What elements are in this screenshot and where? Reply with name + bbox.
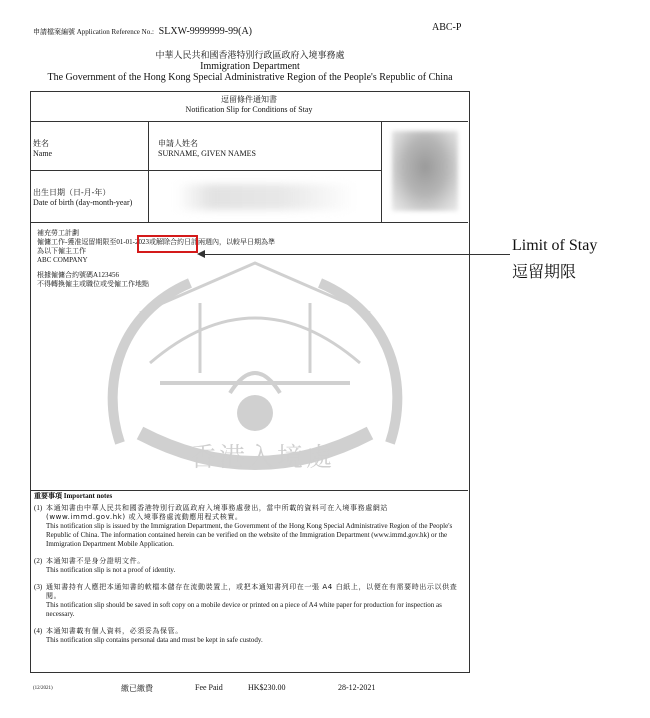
note-text-en: This notification slip should be saved in soft copy on a mobile device or printed on a piece of A4 white paper for production for inspection as necessary. [46, 601, 442, 618]
applicant-name-value: SURNAME, GIVEN NAMES [158, 149, 257, 158]
form-code: ABC-P [432, 22, 462, 33]
dob-label [33, 188, 132, 208]
note-item [34, 557, 466, 575]
note-item [34, 504, 466, 549]
contract-number: 根據僱傭合約號碼A123456 [37, 271, 120, 279]
dob-label-zh: 出生日期（日-月-年） [33, 188, 111, 197]
note-number: (3) [34, 583, 43, 591]
applicant-name [158, 139, 256, 159]
name-label-en: Name [33, 149, 53, 158]
form-title [30, 91, 468, 122]
note-text-zh: 通知書持有人應把本通知書的軟檔本儲存在流動裝置上，或把本通知書列印在一張 A4 白紙上，以便在有需要時出示以供查閱。 [46, 583, 458, 600]
employer-name: ABC COMPANY [37, 256, 88, 264]
note-number: (1) [34, 504, 43, 512]
employment-restriction: 不得轉換僱主或職位或受僱工作地點 [37, 280, 149, 288]
fee-date: 28-12-2021 [338, 683, 376, 692]
column-divider [148, 121, 149, 222]
dob-value-redacted [176, 184, 356, 210]
reference-label: 申請檔案編號 Application Reference No.: [33, 28, 154, 36]
fee-label-en: Fee Paid [195, 683, 223, 692]
limit-prefix: 僱傭工作-獲准逗留期限至 [37, 238, 117, 246]
note-text-zh: 本通知書不是身分證明文件。 [46, 557, 145, 565]
form-version: (12/2021) [33, 686, 53, 691]
scheme-name: 補充勞工計劃 [37, 229, 79, 237]
note-number: (2) [34, 557, 43, 565]
watermark-text: 香港入境處 [190, 443, 336, 473]
agency-government: The Government of the Hong Kong Special Administrative Region of the People's Republic of China [47, 72, 453, 83]
row-divider [30, 222, 468, 223]
note-text-en: This notification slip is not a proof of identity. [46, 566, 176, 574]
callout-line [204, 254, 510, 255]
callout-label-zh: 逗留期限 [512, 262, 577, 281]
important-notes [34, 491, 466, 645]
name-label [33, 139, 52, 159]
fee-amount: HK$230.00 [248, 683, 286, 692]
applicant-photo [392, 131, 458, 211]
limit-of-stay-highlight [137, 235, 198, 253]
applicant-name-label: 申請人姓名 [158, 139, 198, 148]
issuing-agency [0, 50, 500, 83]
dob-label-en: Date of birth (day-month-year) [33, 198, 133, 207]
note-text-zh: 本通知書載有個人資料，必須妥為保管。 [46, 627, 183, 635]
note-text-en: This notification slip contains personal data and must be kept in safe custody. [46, 636, 263, 644]
reference-number: SLXW-9999999-99(A) [158, 26, 252, 37]
agency-department: Immigration Department [200, 61, 300, 72]
note-text-en: This notification slip is issued by the Immigration Department, the Government of the Hong Kong Special Administrative Region of the People's Republic of China. The information contained herein can be verified on the website of the Immigration Department (www.immd.gov.hk) or the Immigration Department Mobile Application. [46, 522, 453, 548]
note-text-zh: 本通知書由中華人民共和國香港特別行政區政府入境事務處發出，當中所載的資料可在入境事務處網站(www.immd.gov.hk) 或入境事務處流動應用程式核實。 [46, 504, 388, 521]
fee-label-zh: 繳已繳費 [121, 684, 153, 693]
name-label-zh: 姓名 [33, 139, 49, 148]
employer-label: 為以下僱主工作 [37, 247, 86, 255]
note-item [34, 627, 466, 645]
note-item [34, 583, 466, 619]
form-title-zh: 逗留條件通知書 [221, 95, 277, 104]
limit-suffix: 或解除合約日計兩週內，以較早日期為準 [149, 238, 276, 246]
callout-label-en: Limit of Stay [512, 237, 598, 254]
form-title-en: Notification Slip for Conditions of Stay [185, 105, 313, 114]
photo-divider [381, 121, 382, 222]
limit-of-stay-date: 01-01-2023 [116, 238, 150, 246]
notes-heading: 重要事項 Important notes [34, 492, 113, 500]
note-number: (4) [34, 627, 43, 635]
row-divider [30, 170, 382, 171]
agency-name-zh: 中華人民共和國香港特別行政區政府入境事務處 [155, 50, 345, 60]
application-reference [33, 26, 252, 37]
